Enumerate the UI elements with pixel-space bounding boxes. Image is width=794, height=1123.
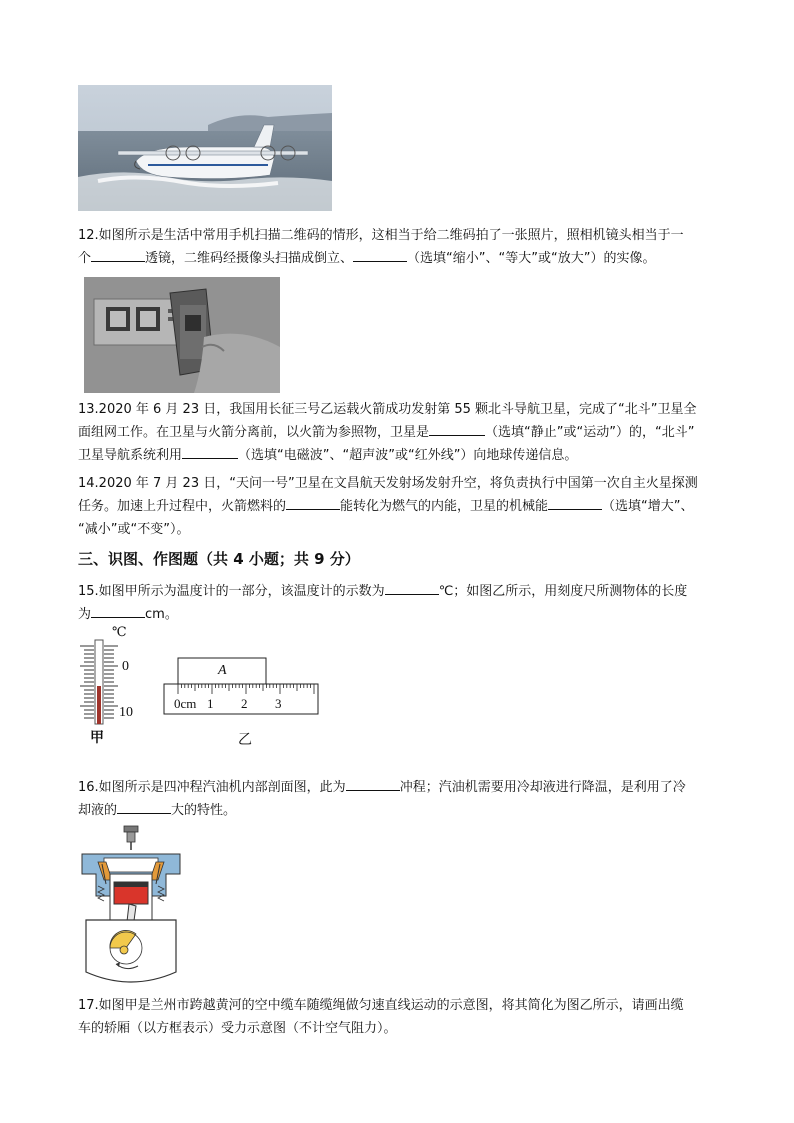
q15-line2: 为 cm。 [78,603,723,626]
section-3-title: 三、识图、作图题（共 4 小题；共 9 分） [78,550,360,568]
thermometer-tick-0: 0 [122,659,129,674]
ruler-figure [160,654,324,750]
ruler-label-1: 1 [207,696,214,711]
question-15 [78,580,723,626]
q16-line2: 却液的 大的特性。 [78,799,723,822]
engine-diagram [76,824,186,990]
question-12 [78,224,723,270]
q13-blank-2[interactable] [182,444,238,459]
q13-line1: 13.2020 年 6 月 23 日，我国用长征三号乙运载火箭成功发射第 55 颗北斗导航卫星，完成了“北斗”卫星全 [78,402,697,417]
q13-line2: 面组网工作。在卫星与火箭分离前，以火箭为参照物，卫星是 （选填“静止”或“运动”）的，“北斗” [78,421,723,444]
thermometer-tick-10: 10 [119,705,133,720]
object-a-label: A [218,663,227,678]
q16-line1: 16.如图所示是四冲程汽油机内部剖面图，此为 冲程；汽油机需要用冷却液进行降温，是利用了冷 [78,776,723,799]
q17-line2: 车的轿厢（以方框表示）受力示意图（不计空气阻力）。 [78,1021,397,1036]
ruler-caption: 乙 [238,732,252,748]
q12-line1: 12.如图所示是生活中常用手机扫描二维码的情形，这相当于给二维码拍了一张照片，照相机镜头相当于一 [78,228,684,243]
q15-blank-2[interactable] [91,603,145,618]
q13-line3: 卫星导航系统利用 （选填“电磁波”、“超声波”或“红外线”）向地球传递信息。 [78,444,723,467]
question-16 [78,776,723,822]
qr-scan-photo [84,277,280,393]
q17-line1: 17.如图甲是兰州市跨越黄河的空中缆车随缆绳做匀速直线运动的示意图，将其简化为图乙所示，请画出缆 [78,998,684,1013]
q12-blank-2[interactable] [353,247,407,262]
ruler-label-3: 3 [275,696,282,711]
q13-blank-1[interactable] [429,421,485,436]
q14-line1: 14.2020 年 7 月 23 日，“天问一号”卫星在文昌航天发射场发射升空，将负责执行中国第一次自主火星探测 [78,476,698,491]
thermometer-caption: 甲 [90,730,104,746]
q12-blank-1[interactable] [91,247,145,262]
question-14 [78,472,723,541]
thermometer-figure [74,626,144,750]
q12-line2: 个 透镜，二维码经摄像头扫描成倒立、 （选填“缩小”、“等大”或“放大”）的实像。 [78,247,723,270]
q15-blank-1[interactable] [385,580,439,595]
q16-blank-2[interactable] [117,799,171,814]
ruler-label-0: 0cm [174,696,197,711]
q14-blank-2[interactable] [548,495,602,510]
seaplane-photo [78,85,332,211]
q16-blank-1[interactable] [346,776,400,791]
q14-line3: “减小”或“不变”）。 [78,522,190,537]
thermometer-unit: ℃ [112,625,127,640]
question-17 [78,994,723,1040]
ruler-label-2: 2 [241,696,248,711]
question-13 [78,398,723,467]
q15-line1: 15.如图甲所示为温度计的一部分，该温度计的示数为 ℃；如图乙所示，用刻度尺所测物体的长度 [78,580,723,603]
q14-blank-1[interactable] [286,495,340,510]
q14-line2: 任务。加速上升过程中，火箭燃料的 能转化为燃气的内能，卫星的机械能 （选填“增大”、 [78,495,723,518]
